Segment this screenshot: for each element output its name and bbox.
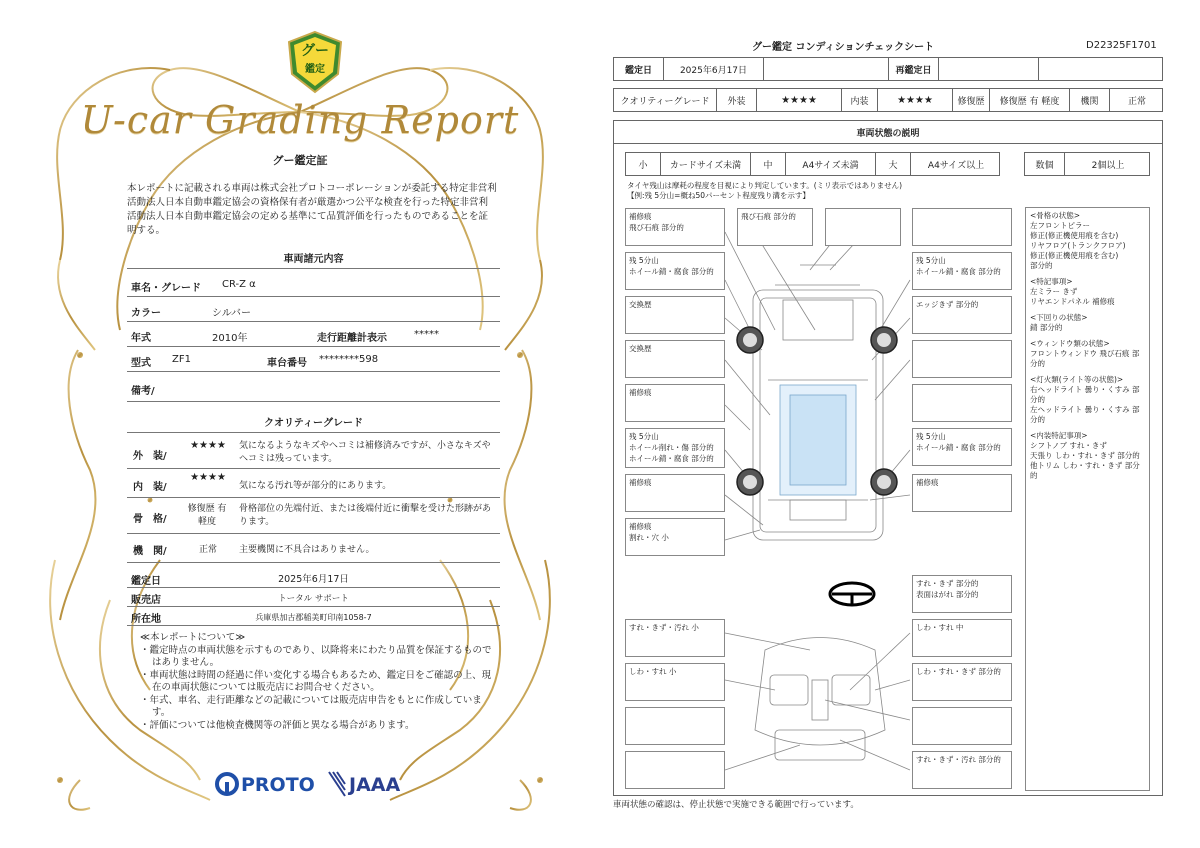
jaaa-logo-icon: [327, 770, 347, 798]
proto-logo-icon: [215, 772, 239, 796]
remarks-label: 備考/: [131, 386, 155, 397]
repair-value: 修復歴 有 軽度: [990, 89, 1070, 111]
condition-check-sheet: [600, 0, 1200, 848]
reinspect-label: 再鑑定日: [889, 58, 939, 80]
report-title: U-car Grading Report: [80, 98, 520, 142]
comment-box-interior-right-2: しわ・すれ・きず 部分的: [912, 663, 1012, 701]
summary-group: [1030, 211, 1145, 271]
summary-line: 右ヘッドライト 曇り・くすみ 部分的: [1030, 385, 1140, 404]
color-label: カラー: [131, 308, 161, 319]
quality-row-frame: [127, 498, 500, 534]
comment-box-left-4: 交換歴: [625, 340, 725, 378]
spec-header: 車両諸元内容: [283, 254, 344, 265]
comment-box-interior-left-4: [625, 751, 725, 789]
comment-box-steering: すれ・きず 部分的 表面はがれ 部分的: [912, 575, 1012, 613]
summary-line: 修正(修正機使用痕を含む): [1030, 231, 1119, 240]
note-item: ・評価については他検査機関等の評価と異なる場合があります。: [140, 719, 415, 731]
comment-box-center-1: 飛び石痕 部分的: [737, 208, 813, 246]
comment-box-right-3: エッジきず 部分的: [912, 296, 1012, 334]
sheet-title: グー鑑定 コンディションチェックシート: [752, 42, 935, 53]
jaaa-logo-text: JAAA: [349, 774, 401, 796]
notes-title: ≪本レポートについて≫: [140, 632, 246, 643]
spec-row-name: [127, 272, 500, 297]
year-label: 年式: [131, 333, 151, 344]
exterior-grade: ★★★★: [190, 440, 226, 451]
comment-box-left-1: 補修痕 飛び石痕 部分的: [625, 208, 725, 246]
legend-large: 大: [876, 153, 911, 175]
note-item: ・年式、車名、走行距離などの記載については販売店申告をもとに作成しています。: [140, 694, 482, 718]
summary-line: 修正(修正機使用痕を含む): [1030, 251, 1119, 260]
summary-line: <骨格の状態>: [1030, 211, 1081, 220]
quality-header: クオリティーグレード: [264, 418, 363, 429]
comment-box-right-1: [912, 208, 1012, 246]
summary-line: <ウィンドウ類の状態>: [1030, 339, 1110, 348]
quality-row-interior: [127, 469, 500, 498]
mileage-value: *****: [414, 329, 439, 340]
comment-box-interior-right-1: しわ・すれ 中: [912, 619, 1012, 657]
summary-group: [1030, 277, 1145, 307]
name-label: 車名・グレード: [131, 283, 201, 294]
dealer-row: [127, 588, 500, 607]
spec-row-year: [127, 322, 500, 347]
inspection-date-row: [127, 566, 500, 588]
interior-value: ★★★★: [878, 89, 953, 111]
proto-logo-text: PROTO: [241, 774, 315, 796]
comment-box-center-2: [825, 208, 901, 246]
summary-line: 錆 部分的: [1030, 323, 1063, 332]
summary-line: シフトノブ すれ・きず: [1030, 441, 1107, 450]
comment-box-left-7: 補修痕: [625, 474, 725, 512]
engine-desc: 主要機関に不具合はありません。: [239, 545, 375, 555]
summary-line: <灯火類(ライト等の状態)>: [1030, 375, 1124, 384]
exterior-desc: 気になるようなキズやヘコミは補修済みですが、小さなキズやヘコミは残っています。: [239, 441, 491, 464]
summary-line: リヤフロア(トランクフロア): [1030, 241, 1126, 250]
model-value: ZF1: [172, 354, 191, 365]
tire-note-2: 【例:残 5分山=概ね50パーセント程度残り溝を示す】: [627, 191, 810, 200]
frame-desc: 骨格部位の先端付近、または後端付近に衝撃を受けた形跡があります。: [239, 504, 492, 527]
address-row: [127, 607, 500, 626]
summary-line: <特記事項>: [1030, 277, 1073, 286]
summary-group: [1030, 375, 1145, 425]
summary-line: <下回りの状態>: [1030, 313, 1088, 322]
legend-large-desc: A4サイズ以上: [927, 160, 985, 171]
chassis-value: ********598: [319, 354, 379, 365]
summary-line: 左ヘッドライト 曇り・くすみ 部分的: [1030, 405, 1140, 424]
inspection-date-label: 鑑定日: [131, 576, 161, 587]
interior-desc: 気になる汚れ等が部分的にあります。: [239, 481, 392, 491]
dealer-label: 販売店: [131, 595, 161, 606]
summary-group: [1030, 313, 1145, 333]
summary-line: リヤエンドパネル 補修痕: [1030, 297, 1115, 306]
condition-header: 車両状態の説明: [856, 129, 920, 139]
engine-value: 正常: [1127, 96, 1146, 107]
quality-row-exterior: [127, 436, 500, 469]
dealer-value: トータル サポート: [278, 594, 349, 604]
year-value: 2010年: [212, 333, 248, 344]
comment-box-right-6: 残 5分山 ホイール錆・腐食 部分的: [912, 428, 1012, 466]
exterior-label: 外装: [717, 89, 757, 111]
condition-summary: [1025, 207, 1150, 791]
comment-box-interior-right-4: すれ・きず・汚れ 部分的: [912, 751, 1012, 789]
summary-line: <内装特記事項>: [1030, 431, 1088, 440]
tire-note-1: タイヤ残山は摩耗の程度を目視により判定しています。(ミリ表示ではありません): [627, 181, 903, 190]
spec-row-color: [127, 297, 500, 322]
comment-box-interior-left-2: しわ・すれ 小: [625, 663, 725, 701]
footer-logos: [215, 770, 415, 800]
badge-top-text: グー: [301, 43, 329, 59]
spec-row-model: [127, 347, 500, 372]
legend-small-desc: カードサイズ未満: [661, 153, 751, 175]
legend-medium-desc: A4サイズ未満: [786, 153, 876, 175]
address-label: 所在地: [131, 614, 161, 625]
summary-line: 天張り しわ・すれ・きず 部分的: [1030, 451, 1140, 460]
note-item: ・鑑定時点の車両状態を示すものであり、以降将来にわたり品質を保証するものではありません。: [140, 644, 492, 668]
steering-wheel-icon: [830, 583, 874, 605]
model-label: 型式: [131, 358, 151, 369]
interior-label: 内装: [842, 89, 878, 111]
comment-box-left-6: 残 5分山 ホイール削れ・傷 部分的 ホイール錆・腐食 部分的: [625, 428, 725, 468]
inspection-date-value: 2025年6月17日: [278, 574, 349, 585]
engine-label: 機関: [1070, 89, 1110, 111]
date-label: 鑑定日: [614, 58, 664, 80]
comment-box-left-5: 補修痕: [625, 384, 725, 422]
interior-grade: ★★★★: [190, 472, 226, 483]
comment-box-right-7: 補修痕: [912, 474, 1012, 512]
summary-line: 左フロントピラー: [1030, 221, 1090, 230]
comment-box-left-2: 残 5分山 ホイール錆・腐食 部分的: [625, 252, 725, 290]
goo-kantei-badge-icon: [286, 30, 344, 94]
frame-label: 骨 格/: [133, 514, 167, 525]
summary-line: フロントウィンドウ 飛び石痕 部分的: [1030, 349, 1140, 368]
certificate-title: グー鑑定証: [272, 154, 328, 167]
comment-box-interior-right-3: [912, 707, 1012, 745]
engine-label: 機 関/: [133, 546, 167, 557]
legend-medium: 中: [751, 153, 786, 175]
comment-box-left-3: 交換歴: [625, 296, 725, 334]
badge-bottom-text: 鑑定: [305, 64, 325, 75]
exterior-label: 外 装/: [133, 451, 167, 462]
comment-box-right-2: 残 5分山 ホイール錆・腐食 部分的: [912, 252, 1012, 290]
comment-box-interior-left-3: [625, 707, 725, 745]
interior-label: 内 装/: [133, 482, 167, 493]
comment-box-right-4: [912, 340, 1012, 378]
address-value: 兵庫県加古郡稲美町印南1058-7: [255, 613, 372, 622]
legend-small: 小: [626, 153, 661, 175]
date-value: 2025年6月17日: [664, 58, 764, 80]
summary-group: [1030, 431, 1145, 481]
name-value: CR-Z α: [222, 279, 256, 290]
summary-line: 左ミラー きず: [1030, 287, 1078, 296]
spec-row-remarks: [127, 372, 500, 402]
chassis-label: 車台番号: [267, 358, 307, 369]
certificate-statement: 本レポートに記載される車両は株式会社プロトコーポレーションが委託する特定非営利活動法人日本自動車鑑定協会の資格保有者が厳選かつ公平な検査を行った特定非営利活動法人日本自動車鑑定協会の定める基準にて品質評価を行ったものであることを証明する。: [127, 183, 497, 236]
summary-group: [1030, 339, 1145, 369]
color-value: シルバー: [212, 308, 252, 319]
summary-line: 部分的: [1030, 261, 1053, 270]
report-notes: [140, 632, 500, 732]
exterior-value: ★★★★: [757, 89, 842, 111]
comment-box-interior-left-1: すれ・きず・汚れ 小: [625, 619, 725, 657]
mileage-label: 走行距離計表示: [317, 333, 387, 344]
repair-label: 修復歴: [953, 89, 990, 111]
comment-box-right-5: [912, 384, 1012, 422]
legend-count: 数個: [1025, 153, 1065, 175]
frame-grade: 修復歴 有 軽度: [187, 504, 227, 527]
legend-count-desc: 2個以上: [1091, 160, 1125, 171]
summary-line: 他トリム しわ・すれ・きず 部分的: [1030, 461, 1140, 480]
grade-row-label: クオリティーグレード: [614, 89, 717, 111]
sheet-id: D22325F1701: [1086, 40, 1157, 51]
sheet-footer: 車両状態の確認は、停止状態で実施できる範囲で行っています。: [613, 800, 859, 810]
comment-box-left-8: 補修痕 割れ・穴 小: [625, 518, 725, 556]
note-item: ・車両状態は時間の経過に伴い変化する場合もあるため、鑑定日をご確認の上、現在の車両状態については販売店にお問合せください。: [140, 669, 492, 693]
engine-grade: 正常: [198, 545, 217, 555]
quality-row-engine: [127, 534, 500, 563]
